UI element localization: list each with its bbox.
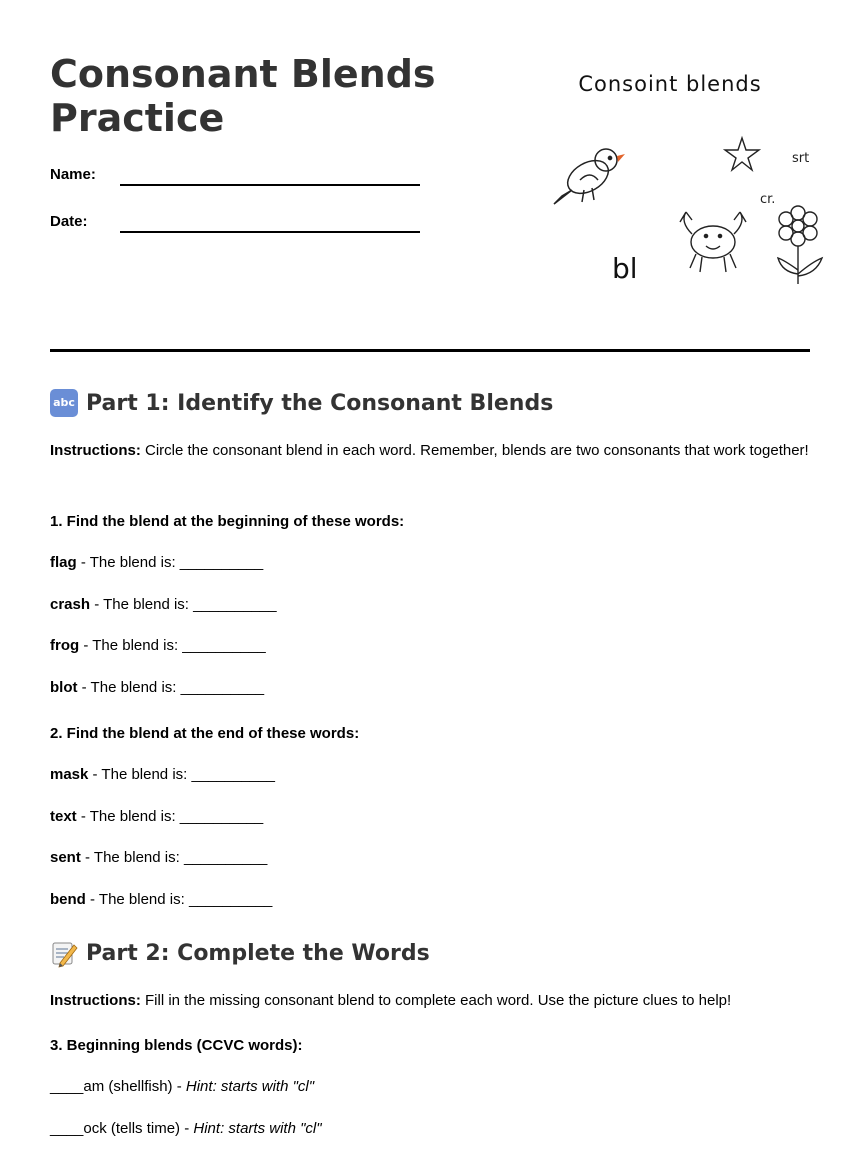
q2-word: text <box>50 808 77 825</box>
date-field[interactable] <box>50 213 420 237</box>
q1-blank[interactable]: - The blend is: __________ <box>76 554 264 571</box>
q1-word: blot <box>50 679 78 696</box>
memo-icon <box>50 939 78 967</box>
q1-word: frog <box>50 637 80 654</box>
q2-blank[interactable]: - The blend is: __________ <box>85 891 273 908</box>
q2-heading: 2. Find the blend at the end of these words: <box>50 725 360 742</box>
part1-instructions-text: Circle the consonant blend in each word. Remember, blends are two consonants that work together! <box>140 442 809 459</box>
part2-heading-text: Part 2: Complete the Words <box>86 940 430 966</box>
q1-item <box>50 679 264 696</box>
q2-item <box>50 808 263 825</box>
q3-hint: Hint: starts with "cl" <box>193 1120 322 1137</box>
illustration-title: Consoint blends <box>578 72 762 96</box>
q3-hint: Hint: starts with "cl" <box>185 1078 315 1095</box>
q2-blank[interactable]: - The blend is: __________ <box>76 808 264 825</box>
illustration-label-cr: cr. <box>760 192 776 207</box>
part2-instructions <box>50 988 810 1014</box>
q3-blank[interactable]: ____ock (tells time) - <box>50 1120 194 1137</box>
worksheet-header <box>50 0 810 352</box>
q1-item <box>50 637 266 654</box>
part1-heading-text: Part 1: Identify the Consonant Blends <box>86 390 554 416</box>
q2-blank[interactable]: - The blend is: __________ <box>88 766 275 783</box>
flower-icon <box>778 206 822 284</box>
q2-blank[interactable]: - The blend is: __________ <box>80 849 268 866</box>
q3-item <box>50 1120 322 1137</box>
q1-word: crash <box>50 596 91 613</box>
date-label: Date: <box>50 213 88 230</box>
q3-heading: 3. Beginning blends (CCVC words): <box>50 1037 303 1054</box>
part1-heading <box>50 389 553 417</box>
q1-item <box>50 596 277 613</box>
q2-word: sent <box>50 849 81 866</box>
q1-blank[interactable]: - The blend is: __________ <box>90 596 277 613</box>
illustration <box>540 62 810 302</box>
q1-blank[interactable]: - The blend is: __________ <box>79 637 266 654</box>
part2-instructions-text: Fill in the missing consonant blend to complete each word. Use the picture clues to help! <box>140 992 732 1009</box>
section-divider <box>50 349 810 352</box>
q2-item <box>50 849 267 866</box>
crab-icon <box>680 212 746 272</box>
beak-icon <box>617 154 625 162</box>
part1-instructions <box>50 438 810 464</box>
q1-heading: 1. Find the blend at the beginning of these words: <box>50 513 405 530</box>
abc-icon: abc <box>50 389 78 417</box>
part2-instructions-label: Instructions: <box>50 992 141 1009</box>
q1-word: flag <box>50 554 77 571</box>
name-line[interactable] <box>120 184 420 186</box>
illustration-label-srt: srt <box>792 151 810 166</box>
q2-word: bend <box>50 891 86 908</box>
star-icon <box>725 138 759 170</box>
bird-icon <box>554 149 617 204</box>
part2-heading <box>50 939 430 967</box>
q2-item <box>50 766 275 783</box>
illustration-label-bl: bl <box>612 252 638 285</box>
q3-item <box>50 1078 314 1095</box>
q2-word: mask <box>50 766 89 783</box>
q2-item <box>50 891 272 908</box>
q3-blank[interactable]: ____am (shellfish) - <box>50 1078 186 1095</box>
name-label: Name: <box>50 166 96 183</box>
part1-instructions-label: Instructions: <box>50 442 141 459</box>
q1-blank[interactable]: - The blend is: __________ <box>77 679 265 696</box>
page-title: Consonant Blends Practice <box>50 52 436 140</box>
date-line[interactable] <box>120 231 420 233</box>
name-field[interactable] <box>50 166 420 190</box>
illustration-art <box>540 62 810 302</box>
q1-item <box>50 554 263 571</box>
